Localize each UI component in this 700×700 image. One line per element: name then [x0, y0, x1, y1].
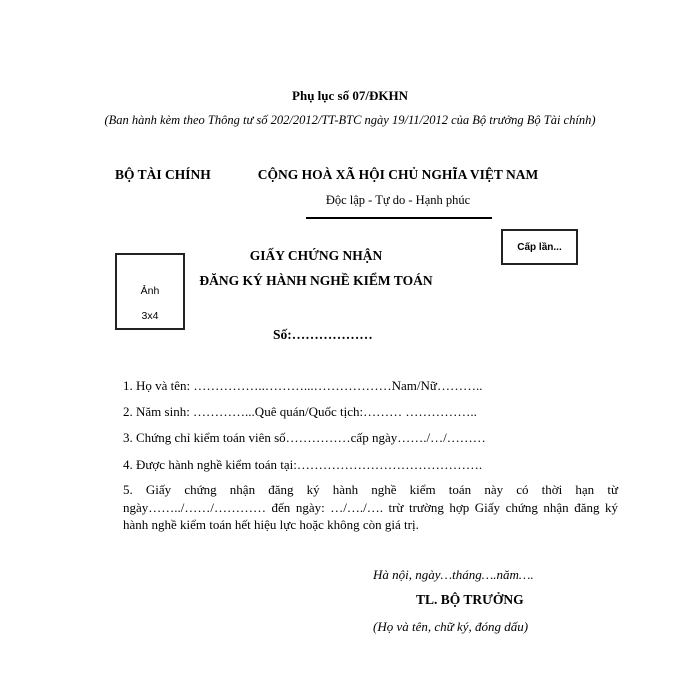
- field-full-name: 1. Họ và tên: ……………..………...………………Nam/Nữ………..: [123, 378, 483, 393]
- photo-label: Ảnh: [140, 285, 160, 297]
- motto-underline: [306, 217, 492, 219]
- field-birth-year: 2. Năm sinh: …………...Quê quán/Quốc tịch:……… ……………..: [123, 404, 477, 419]
- signature-title: TL. BỘ TRƯỞNG: [416, 592, 524, 607]
- signature-instruction: (Họ và tên, chữ ký, đóng dấu): [373, 619, 529, 634]
- certificate-number: Số:………………: [273, 327, 373, 342]
- field-validity-period: 5. Giấy chứng nhận đăng ký hành nghề kiểm toán này có thời hạn từ ngày……../……/………… đến ngày: …/…./…. trừ trường hợp Giấy chứng nhận đăng ký hành nghề kiểm toán hết hiệu lực hoặc không còn giá trị.: [123, 482, 618, 532]
- republic-name: CỘNG HOÀ XÃ HỘI CHỦ NGHĨA VIỆT NAM: [257, 167, 539, 182]
- photo-size: 3x4: [141, 310, 159, 322]
- certificate-subtitle: ĐĂNG KÝ HÀNH NGHỀ KIỂM TOÁN: [199, 273, 433, 288]
- motto: Độc lập - Tự do - Hạnh phúc: [325, 193, 471, 207]
- certificate-title: GIẤY CHỨNG NHẬN: [249, 248, 383, 263]
- signature-date-line: Hà nội, ngày…tháng….năm….: [373, 567, 534, 582]
- appendix-title: Phụ lục số 07/ĐKHN: [292, 88, 408, 103]
- field-practice-location: 4. Được hành nghề kiểm toán tại:…………………………………….: [123, 457, 483, 472]
- issue-count-box: [501, 229, 578, 265]
- ministry-name: BỘ TÀI CHÍNH: [115, 167, 211, 182]
- issue-count-label: Cấp lần...: [517, 241, 562, 253]
- field-auditor-certificate: 3. Chứng chỉ kiểm toán viên số……………cấp ngày……./…/………: [123, 430, 486, 445]
- issuance-note: (Ban hành kèm theo Thông tư số 202/2012/TT-BTC ngày 19/11/2012 của Bộ trưởng Bộ Tài chính): [104, 113, 596, 127]
- photo-placeholder: [115, 253, 185, 330]
